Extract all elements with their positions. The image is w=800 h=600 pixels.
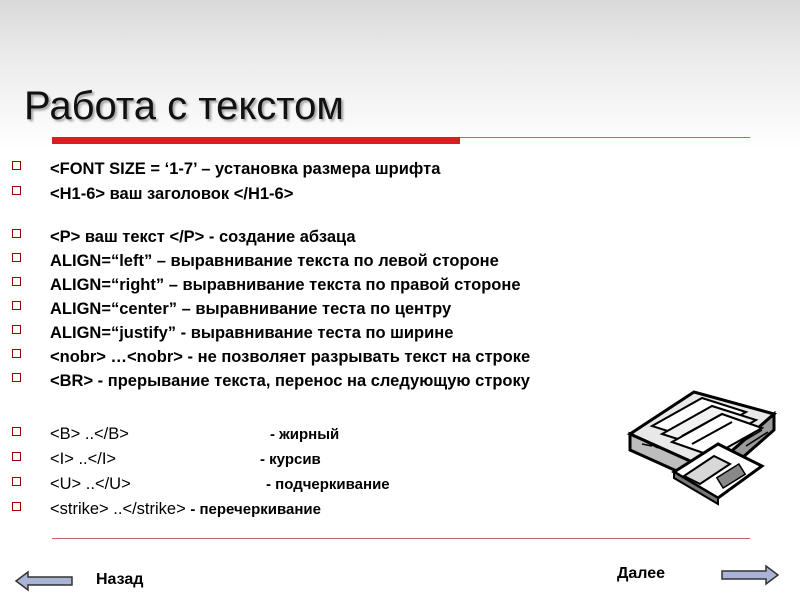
format-desc: - перечеркивание <box>190 501 321 518</box>
next-button[interactable]: Далее <box>617 565 666 582</box>
bullet-icon <box>12 502 21 511</box>
arrow-right-icon[interactable] <box>720 564 780 586</box>
format-tag: <I> ..</I> <box>50 450 117 468</box>
bullet-icon <box>12 349 21 358</box>
format-desc: - курсив <box>260 451 321 468</box>
footer-divider <box>52 538 750 539</box>
list-item: <BR> - прерывание текста, перенос на следующую строку <box>50 372 530 390</box>
bullet-icon <box>12 161 21 170</box>
bullet-icon <box>12 477 21 486</box>
bullet-icon <box>12 373 21 382</box>
format-tag: <B> ..</B> <box>50 425 129 443</box>
bullet-icon <box>12 186 21 195</box>
format-row <box>50 425 339 444</box>
list-item: <FONT SIZE = ‘1-7’ – установка размера шрифта <box>50 160 441 178</box>
bullet-icon <box>12 325 21 334</box>
format-row <box>50 450 321 469</box>
list-item: <nobr> …<nobr> - не позволяет разрывать текст на строке <box>50 348 531 366</box>
bullet-icon <box>12 229 21 238</box>
back-button[interactable]: Назад <box>96 571 144 588</box>
list-item: <H1-6> ваш заголовок </H1-6> <box>50 185 294 203</box>
list-item: ALIGN=“right” – выравнивание текста по правой стороне <box>50 276 521 294</box>
bullet-icon <box>12 253 21 262</box>
floppy-disks-tray-icon <box>622 374 782 524</box>
bullet-icon <box>12 277 21 286</box>
arrow-left-icon[interactable] <box>14 570 74 592</box>
slide-title: Работа с текстом <box>24 84 344 128</box>
bullet-icon <box>12 427 21 436</box>
list-item: <P> ваш текст </P> - создание абзаца <box>50 228 356 246</box>
format-desc: - жирный <box>270 426 340 443</box>
title-divider-red <box>52 137 460 144</box>
format-tag: <U> ..</U> <box>50 475 131 493</box>
format-desc: - подчеркивание <box>266 476 390 493</box>
list-item: ALIGN=“left” – выравнивание текста по левой стороне <box>50 252 499 270</box>
bullet-icon <box>12 452 21 461</box>
list-item: ALIGN=“center” – выравнивание теста по центру <box>50 300 452 318</box>
bullet-icon <box>12 301 21 310</box>
format-row <box>50 475 390 494</box>
format-row <box>50 500 321 519</box>
list-item: ALIGN=“justify” - выравнивание теста по ширине <box>50 324 454 342</box>
format-tag: <strike> ..</strike> <box>50 500 186 518</box>
